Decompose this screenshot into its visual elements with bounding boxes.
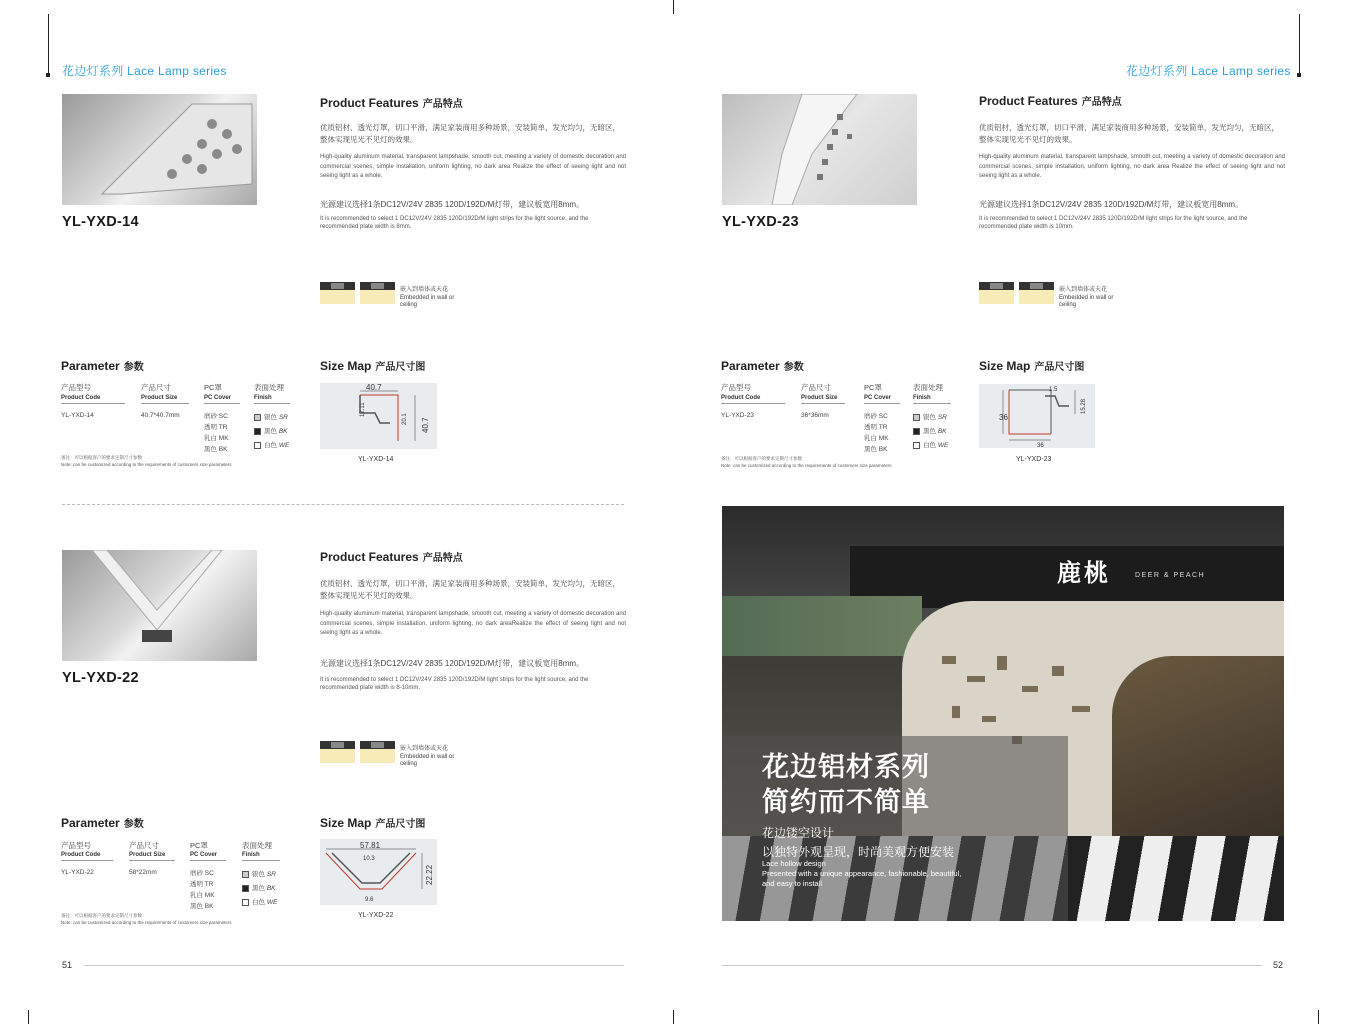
cell-code: YL-YXD-23 [721, 412, 754, 419]
description-en: High-quality aluminum material, transparent lampshade, smooth cut, meeting a variety of domestic decoration and commercial scenes, simple installation, uniform lighting, no dark areaRealize the effect of seeing light and not seeing light as a whole. [320, 611, 626, 636]
install-text: 嵌入到墙体或天花 Embedded in wall or ceiling [400, 746, 455, 767]
cell-code: YL-YXD-22 [61, 869, 94, 876]
col-code-en: Product Code [721, 395, 785, 404]
dim-inner-2: 15.28 [1081, 398, 1087, 414]
parameter-heading: Parameter 参数 [721, 359, 804, 373]
series-title-right: 花边灯系列 Lace Lamp series [1126, 64, 1291, 78]
dim-inner-2: 20.1 [402, 413, 408, 425]
dim-height: 22.22 [425, 864, 434, 885]
cell-finish-list: 银色 SR 黑色 BK 白色 WE [913, 411, 948, 453]
hero-sign-en: DEER & PEACH [1135, 572, 1206, 579]
note: 备注：可以根据客户的要求定制尺寸参数 Note: can be customized according to the requirements of customers size parameters [61, 913, 232, 925]
dim-width: 57.81 [360, 841, 381, 850]
crop-mark [48, 14, 49, 76]
dim-inner: 12.11 [360, 402, 366, 417]
light-source-zh: 光源建议选择1条DC12V/24V 2835 120D/192D/M灯带，建议板宽用8mm。 [979, 200, 1244, 209]
install-diagram [979, 274, 1139, 318]
install-diagram [320, 733, 480, 777]
col-size-zh: 产品尺寸 [129, 841, 159, 850]
col-code-zh: 产品型号 [61, 383, 91, 392]
crop-mark [1318, 1010, 1319, 1024]
size-caption: YL-YXD-23 [1016, 456, 1052, 463]
description-zh: 优质铝材，透光灯罩，切口平滑，满足家装商用多种场景，安装简单，发光均匀，无暗区，整体实现见光不见灯的效果。 [320, 123, 620, 144]
profile-photo-sketch [62, 550, 257, 661]
col-pc-zh: PC罩 [204, 383, 222, 392]
install-icon [979, 282, 1014, 304]
col-finish-zh: 表面处理 [242, 841, 272, 850]
install-icon [320, 282, 355, 304]
col-pc-en: PC Cover [204, 395, 240, 404]
crop-mark [673, 1010, 674, 1024]
crop-dot [46, 73, 50, 77]
light-source-zh: 光源建议选择1条DC12V/24V 2835 120D/192D/M灯带，建议板宽用8mm。 [320, 659, 585, 668]
cell-pc-list: 磨砂 SC 透明 TR 乳白 MK 黑色 BK [190, 870, 215, 910]
install-text: 嵌入到墙体或天花 Embedded in wall or ceiling [1059, 287, 1114, 308]
profile-photo-sketch [722, 94, 917, 205]
cell-size: 36*36mm [801, 412, 829, 419]
features-heading: Product Features 产品特点 [979, 94, 1122, 108]
product-code-23: YL-YXD-23 [722, 214, 799, 230]
crop-mark [28, 1010, 29, 1024]
cell-code: YL-YXD-14 [61, 412, 94, 419]
footer-rule [722, 965, 1262, 966]
hero-photo [722, 506, 1284, 921]
crop-mark [673, 0, 674, 14]
install-icon [1019, 282, 1054, 304]
cell-pc-list: 磨砂 SC 透明 TR 乳白 MK 黑色 BK [864, 413, 889, 453]
dim-inner: 10.3 [363, 856, 375, 862]
features-heading: Product Features 产品特点 [320, 550, 463, 564]
col-finish-en: Finish [242, 852, 280, 861]
description-zh: 优质铝材，透光灯罩，切口平滑，满足家装商用多种场景，安装简单，发光均匀，无暗区，整体实现见光不见灯的效果。 [979, 123, 1279, 144]
col-finish-zh: 表面处理 [254, 383, 284, 392]
sizemap-heading: Size Map 产品尺寸图 [320, 359, 426, 373]
size-caption: YL-YXD-22 [358, 912, 394, 919]
size-map-23 [979, 384, 1095, 448]
cell-size: 40.7*40.7mm [141, 412, 180, 419]
col-code-en: Product Code [61, 852, 113, 861]
col-code-en: Product Code [61, 395, 125, 404]
dim-width: 40.7 [366, 383, 382, 392]
product-photo-14 [62, 94, 257, 205]
cell-finish-list: 银色 SR 黑色 BK 白色 WE [242, 868, 277, 910]
features-heading: Product Features 产品特点 [320, 96, 463, 110]
light-source-en: It is recommended to select 1 DC12V/24V 2835 120D/192D/M light strips for the light source, and the recommended plate width is 8-10mm. [320, 677, 589, 691]
footer-rule [84, 965, 624, 966]
product-code-22: YL-YXD-22 [62, 670, 139, 686]
hero-english: Lace hollow design Presented with a unique appearance, fashionable, beautiful, and easy to install [762, 859, 962, 888]
hero-subtitle-2: 以独特外观呈现，时尚美观方便安装 [762, 845, 955, 859]
note: 备注：可以根据客户的要求定制尺寸参数 Note: can be customized according to the requirements of customers size parameters [721, 456, 892, 468]
product-code-14: YL-YXD-14 [62, 214, 139, 230]
col-pc-en: PC Cover [190, 852, 226, 861]
col-finish-en: Finish [913, 395, 951, 404]
sizemap-heading: Size Map 产品尺寸图 [979, 359, 1085, 373]
profile-photo-sketch [62, 94, 257, 205]
description-en: High-quality aluminum material, transparent lampshade, smooth cut, meeting a variety of domestic decoration and commercial scenes, simple installation, uniform lighting, no dark area Realize the effect of seeing light and not seeing light as a whole. [979, 154, 1285, 179]
install-text: 嵌入到墙体或天花 Embedded in wall or ceiling [400, 287, 455, 308]
col-size-zh: 产品尺寸 [801, 383, 831, 392]
light-source-en: It is recommended to select 1 DC12V/24V 2835 120D/192D/M light strips for the light source, and the recommended plate width is 10mm. [979, 216, 1248, 230]
note: 备注：可以根据客户的要求定制尺寸参数 Note: can be customized according to the requirements of customers size parameters [61, 455, 232, 467]
install-diagram [320, 274, 480, 318]
col-size-en: Product Size [801, 395, 845, 404]
col-size-zh: 产品尺寸 [141, 383, 171, 392]
product-photo-22 [62, 550, 257, 661]
description-en: High-quality aluminum material, transparent lampshade, smooth cut, meeting a variety of domestic decoration and commercial scenes, simple installation, uniform lighting, no dark area Realize the effect of seeing light and not seeing light as a whole. [320, 154, 626, 179]
cell-finish-list: 银色 SR 黑色 BK 白色 WE [254, 411, 289, 453]
dimension-drawing [320, 839, 437, 905]
sizemap-heading: Size Map 产品尺寸图 [320, 816, 426, 830]
hero-subtitle-1: 花边镂空设计 [762, 826, 835, 840]
dim-inner: 1.5 [1049, 387, 1058, 393]
col-size-en: Product Size [141, 395, 189, 404]
hero-sign: 鹿桃 [1057, 558, 1111, 587]
divider [62, 504, 624, 505]
col-pc-en: PC Cover [864, 395, 900, 404]
parameter-heading: Parameter 参数 [61, 359, 144, 373]
cell-pc-list: 磨砂 SC 透明 TR 乳白 MK 黑色 BK [204, 413, 229, 453]
dim-height: 40.7 [421, 417, 430, 433]
dimension-drawing [320, 383, 437, 449]
crop-mark [1299, 14, 1300, 76]
col-size-en: Product Size [129, 852, 175, 861]
page-number-left: 51 [62, 960, 73, 970]
install-icon [360, 282, 395, 304]
install-icon [320, 741, 355, 763]
dim-inner-2: 9.6 [365, 897, 374, 903]
dim-height: 36 [999, 413, 1008, 422]
col-pc-zh: PC罩 [864, 383, 882, 392]
product-photo-23 [722, 94, 917, 205]
page-number-right: 52 [1273, 960, 1284, 970]
dimension-drawing [979, 384, 1095, 448]
size-map-14 [320, 383, 437, 449]
series-title-left: 花边灯系列 Lace Lamp series [62, 64, 227, 78]
parameter-heading: Parameter 参数 [61, 816, 144, 830]
light-source-en: It is recommended to select 1 DC12V/24V 2835 120D/192D/M light strips for the light source, and the recommended plate width is 8mm. [320, 216, 589, 230]
size-map-22 [320, 839, 437, 905]
description-zh: 优质铝材，透光灯罩，切口平滑，满足家装商用多种场景，安装简单，发光均匀，无暗区，整体实现见光不见灯的效果。 [320, 579, 620, 600]
size-caption: YL-YXD-14 [358, 456, 394, 463]
crop-dot [1297, 73, 1301, 77]
light-source-zh: 光源建议选择1条DC12V/24V 2835 120D/192D/M灯带，建议板宽用8mm。 [320, 200, 585, 209]
col-pc-zh: PC罩 [190, 841, 208, 850]
col-finish-zh: 表面处理 [913, 383, 943, 392]
col-code-zh: 产品型号 [721, 383, 751, 392]
hero-title: 花边铝材系列 简约而不简单 [762, 752, 930, 817]
col-code-zh: 产品型号 [61, 841, 91, 850]
install-icon [360, 741, 395, 763]
col-finish-en: Finish [254, 395, 290, 404]
cell-size: 58*22mm [129, 869, 157, 876]
dim-width: 36 [1037, 443, 1044, 448]
